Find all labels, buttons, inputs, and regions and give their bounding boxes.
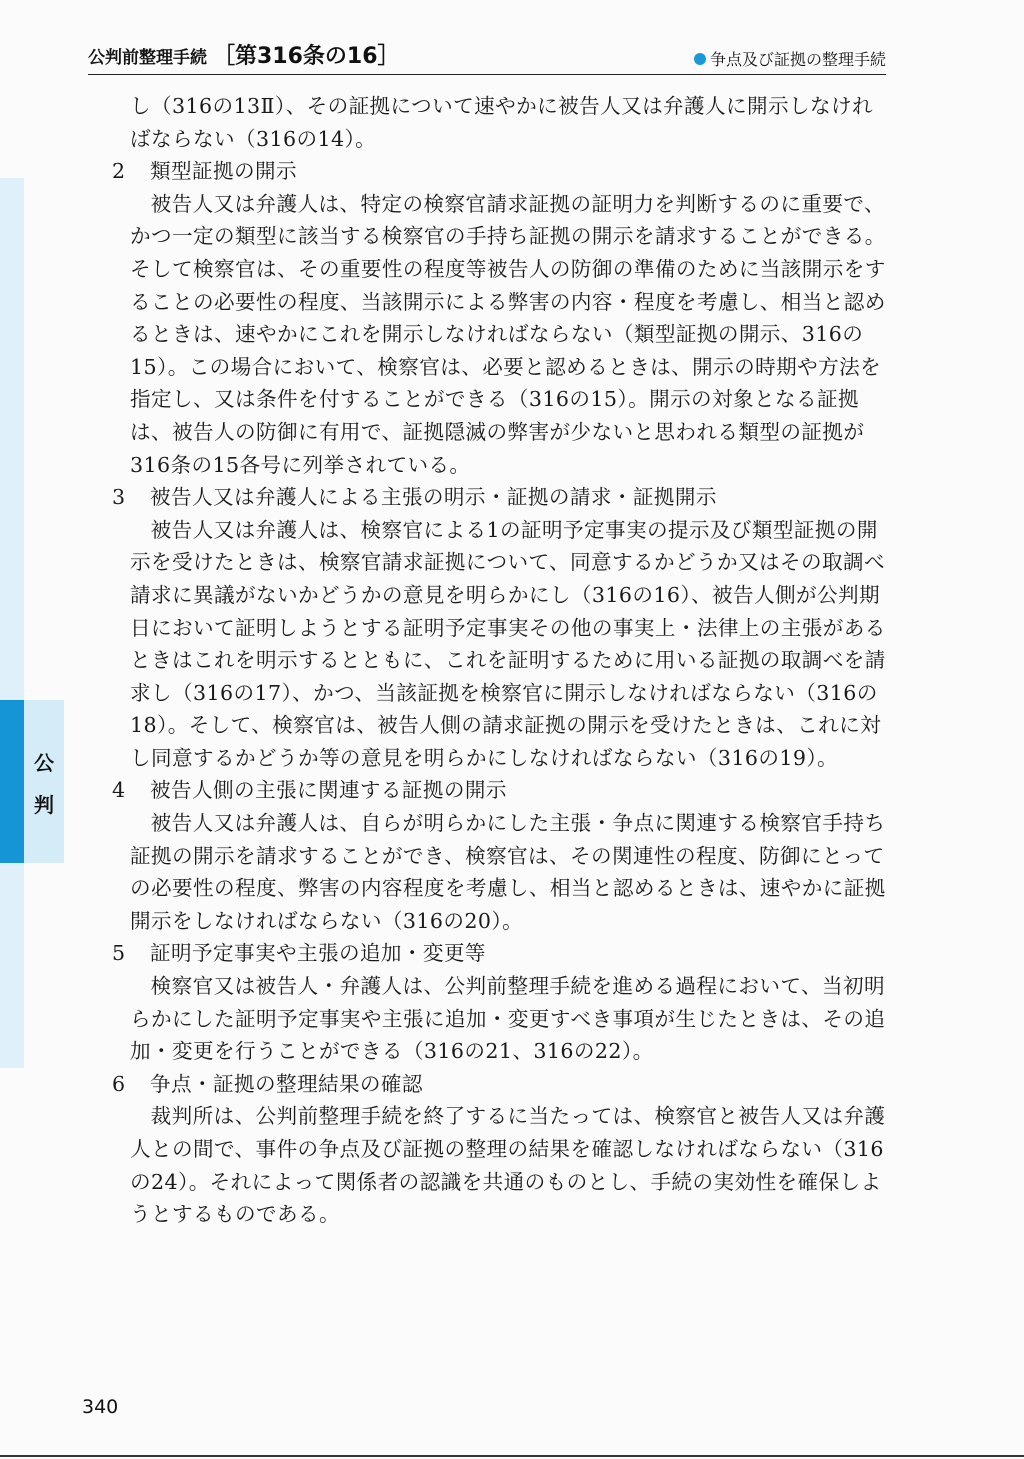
section-number: 3 xyxy=(112,485,126,510)
bullet-icon xyxy=(694,53,706,65)
section-heading-3 xyxy=(112,481,888,514)
section-number: 4 xyxy=(112,778,126,803)
running-header xyxy=(88,40,886,75)
section-paragraph-2: 被告人又は弁護人は、特定の検察官請求証拠の証明力を判断するのに重要で、かつ一定の類型に該当する検察官の手持ち証拠の開示を請求することができる。そして検察官は、その重要性の程度等被告人の防御の準備のために当該開示をすることの必要性の程度、当該開示による弊害の内容・程度を考慮し、相当と認めるときは、速やかにこれを開示しなければならない（類型証拠の開示、316の15）。この場合において、検察官は、必要と認めるときは、開示の時期や方法を指定し、又は条件を付することができる（316の15）。開示の対象となる証拠は、被告人の防御に有用で、証拠隠滅の弊害が少ないと思われる類型の証拠が316条の15各号に列挙されている。 xyxy=(130,191,886,477)
section-heading-title: 被告人又は弁護人による主張の明示・証拠の請求・証拠開示 xyxy=(150,485,717,510)
section-heading-title: 証明予定事実や主張の追加・変更等 xyxy=(150,941,486,966)
section-paragraph-4: 被告人又は弁護人は、自らが明らかにした主張・争点に関連する検察官手持ち証拠の開示を請求することができ、検察官は、その関連性の程度、防御にとっての必要性の程度、弊害の内容程度を考慮し、相当と認めるときは、速やかに証拠開示をしなければならない（316の20）。 xyxy=(130,811,886,933)
page-number: 340 xyxy=(82,1396,119,1418)
body-text xyxy=(112,90,888,1231)
side-index-strip xyxy=(0,178,24,1068)
footer-rule xyxy=(0,1455,1024,1457)
side-index-tab xyxy=(0,700,24,863)
section-heading-2 xyxy=(112,155,888,188)
section-paragraph-5: 検察官又は被告人・弁護人は、公判前整理手続を進める過程において、当初明らかにした証明予定事実や主張に追加・変更すべき事項が生じたときは、その追加・変更を行うことができる（316の21、316の22）。 xyxy=(130,974,886,1064)
section-heading-title: 争点・証拠の整理結果の確認 xyxy=(150,1071,423,1096)
header-right xyxy=(694,47,886,70)
section-heading-5 xyxy=(112,937,888,970)
section-number: 5 xyxy=(112,941,126,966)
section-number: 2 xyxy=(112,159,126,184)
intro-paragraph: し（316の13Ⅱ）、その証拠について速やかに被告人又は弁護人に開示しなければならない（316の14）。 xyxy=(130,94,873,151)
chapter-title: 公判前整理手続 xyxy=(88,48,207,68)
section-heading-4 xyxy=(112,774,888,807)
section-paragraph-6: 裁判所は、公判前整理手続を終了するに当たっては、検察官と被告人又は弁護人との間で、事件の争点及び証拠の整理の結果を確認しなければならない（316の24）。それによって関係者の認識を共通のものとし、手続の実効性を確保しようとするものである。 xyxy=(130,1104,886,1227)
header-left xyxy=(88,39,400,70)
article-number: ［第316条の16］ xyxy=(213,44,400,69)
section-paragraph-3: 被告人又は弁護人は、検察官による1の証明予定事実の提示及び類型証拠の開示を受けたときは、検察官請求証拠について、同意するかどうか又はその取調べ請求に異議がないかどうかの意見を明らかにし（316の16）、被告人側が公判期日において証明しようとする証明予定事実その他の事実上・法律上の主張があるときはこれを明示するとともに、これを証明するために用いる証拠の取調べを請求し（316の17）、かつ、当該証拠を検察官に開示しなければならない（316の18）。そして、検察官は、被告人側の請求証拠の開示を受けたときは、これに対し同意するかどうか等の意見を明らかにしなければならない（316の19）。 xyxy=(130,517,886,770)
side-index-char-2: 判 xyxy=(34,793,54,817)
section-number: 6 xyxy=(112,1071,126,1096)
section-title: 争点及び証拠の整理手続 xyxy=(709,50,886,69)
section-heading-title: 類型証拠の開示 xyxy=(150,159,297,184)
side-index-label xyxy=(24,742,64,826)
section-heading-6 xyxy=(112,1068,888,1101)
section-heading-title: 被告人側の主張に関連する証拠の開示 xyxy=(150,778,507,803)
side-index-char-1: 公 xyxy=(34,751,54,775)
